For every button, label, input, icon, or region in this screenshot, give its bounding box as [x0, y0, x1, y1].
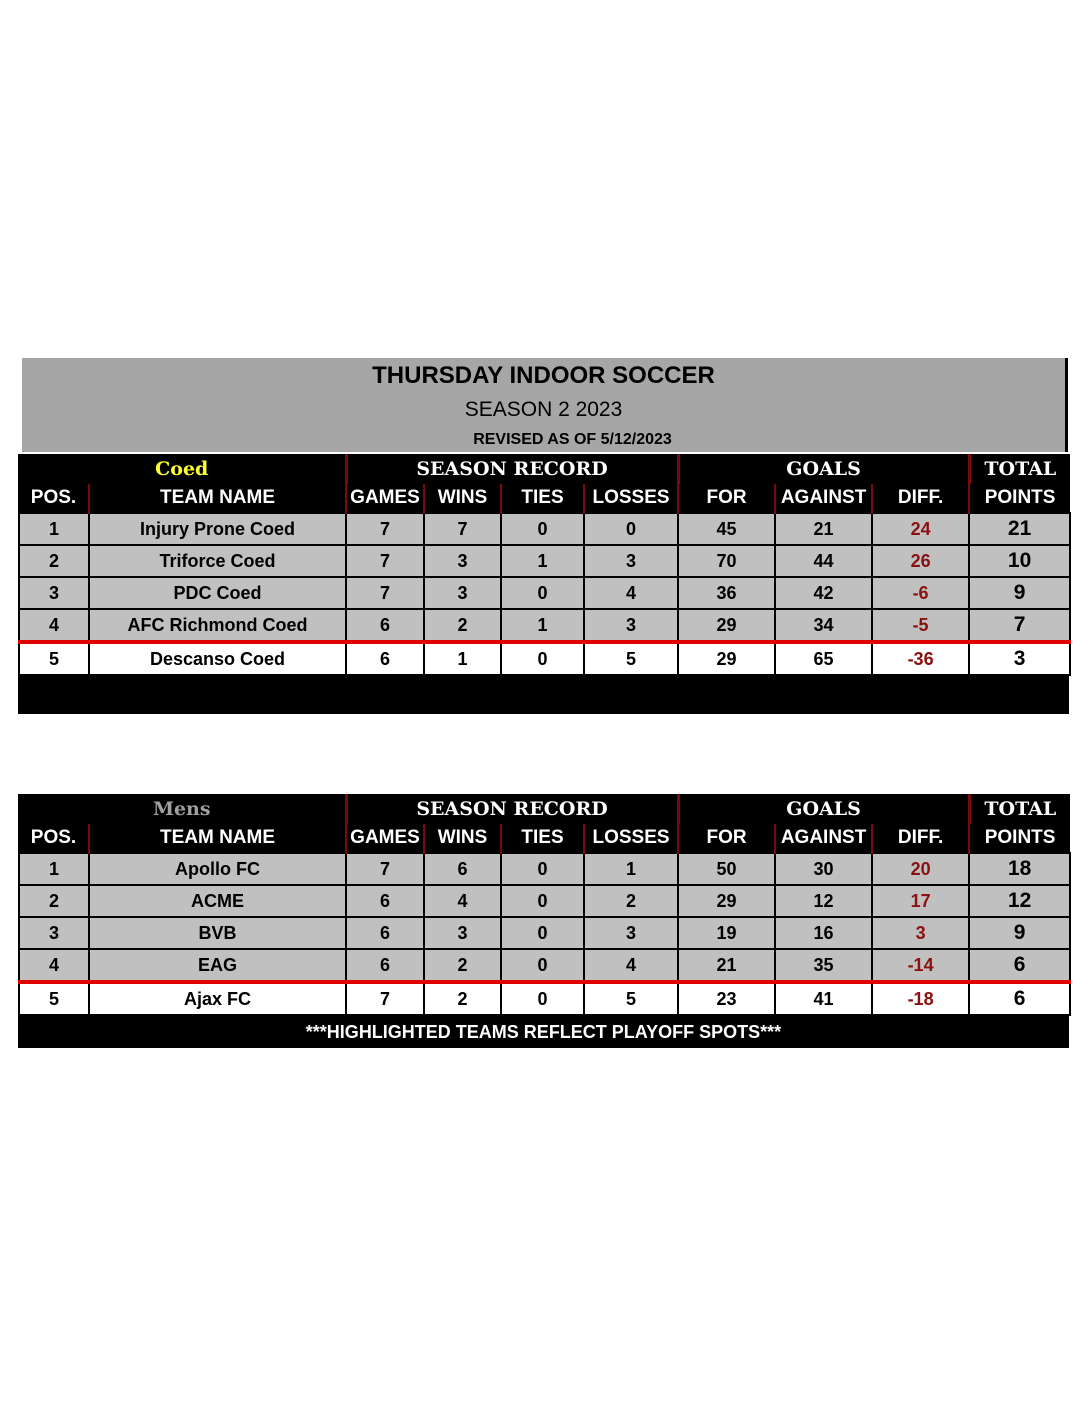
table-row — [19, 917, 1070, 949]
cell-games: 7 — [346, 982, 424, 1015]
cell-pos: 1 — [19, 853, 89, 885]
cell-wins: 6 — [424, 853, 501, 885]
cell-goals-for: 29 — [678, 885, 775, 917]
cell-pos: 4 — [19, 609, 89, 642]
table-row — [19, 577, 1070, 609]
cell-goal-diff: -5 — [872, 609, 969, 642]
cell-points: 10 — [969, 545, 1070, 577]
cell-losses: 4 — [584, 577, 678, 609]
table-row — [19, 982, 1070, 1015]
cell-pos: 5 — [19, 982, 89, 1015]
cell-goals-against: 12 — [775, 885, 872, 917]
coed-standings-table — [18, 454, 1069, 714]
cell-wins: 2 — [424, 982, 501, 1015]
cell-games: 7 — [346, 545, 424, 577]
column-header-games: GAMES — [346, 824, 424, 853]
cell-ties: 1 — [501, 545, 584, 577]
cell-goals-for: 50 — [678, 853, 775, 885]
column-header-team-name: TEAM NAME — [89, 824, 346, 853]
cell-points: 21 — [969, 513, 1070, 545]
cell-ties: 0 — [501, 853, 584, 885]
column-header-ties: TIES — [501, 824, 584, 853]
cell-goal-diff: -14 — [872, 949, 969, 982]
goals-group-header: GOALS — [678, 454, 969, 484]
cell-goals-for: 70 — [678, 545, 775, 577]
column-header-goals-for: FOR — [678, 824, 775, 853]
column-header-games: GAMES — [346, 484, 424, 513]
cell-games: 6 — [346, 949, 424, 982]
cell-points: 18 — [969, 853, 1070, 885]
cell-pos: 3 — [19, 917, 89, 949]
cell-pos: 5 — [19, 642, 89, 675]
cell-team-name: PDC Coed — [89, 577, 346, 609]
cell-ties: 1 — [501, 609, 584, 642]
cell-goals-against: 16 — [775, 917, 872, 949]
cell-games: 6 — [346, 917, 424, 949]
cell-goal-diff: 26 — [872, 545, 969, 577]
title-block — [22, 358, 1068, 452]
coed-division-title: Coed — [19, 454, 346, 484]
cell-games: 7 — [346, 577, 424, 609]
cell-games: 7 — [346, 853, 424, 885]
table-row — [19, 513, 1070, 545]
cell-wins: 3 — [424, 577, 501, 609]
table-row — [19, 609, 1070, 642]
cell-goals-against: 21 — [775, 513, 872, 545]
table-row — [19, 885, 1070, 917]
cell-goals-for: 45 — [678, 513, 775, 545]
table-row — [19, 949, 1070, 982]
cell-goals-against: 41 — [775, 982, 872, 1015]
cell-team-name: Injury Prone Coed — [89, 513, 346, 545]
cell-wins: 7 — [424, 513, 501, 545]
season-label: SEASON 2 2023 — [464, 398, 623, 421]
cell-goal-diff: 24 — [872, 513, 969, 545]
season-record-group-header: SEASON RECORD — [346, 794, 678, 824]
cell-team-name: ACME — [89, 885, 346, 917]
cell-ties: 0 — [501, 885, 584, 917]
cell-ties: 0 — [501, 642, 584, 675]
column-header-goals-against: AGAINST — [775, 824, 872, 853]
playoff-note: ***HIGHLIGHTED TEAMS REFLECT PLAYOFF SPOTS*** — [18, 1016, 1069, 1048]
cell-games: 6 — [346, 642, 424, 675]
page-title: THURSDAY INDOOR SOCCER — [372, 362, 715, 389]
table-row — [19, 853, 1070, 885]
cell-points: 9 — [969, 917, 1070, 949]
cell-goals-for: 21 — [678, 949, 775, 982]
cell-pos: 2 — [19, 885, 89, 917]
cell-ties: 0 — [501, 949, 584, 982]
column-header-goal-diff: DIFF. — [872, 824, 969, 853]
cell-goal-diff: -6 — [872, 577, 969, 609]
cell-team-name: Ajax FC — [89, 982, 346, 1015]
cell-pos: 2 — [19, 545, 89, 577]
cell-ties: 0 — [501, 982, 584, 1015]
column-header-pos: POS. — [19, 824, 89, 853]
cell-points: 6 — [969, 982, 1070, 1015]
cell-goal-diff: 20 — [872, 853, 969, 885]
goals-group-header: GOALS — [678, 794, 969, 824]
cell-pos: 4 — [19, 949, 89, 982]
cell-wins: 4 — [424, 885, 501, 917]
cell-goal-diff: -36 — [872, 642, 969, 675]
column-header-points: POINTS — [969, 484, 1070, 513]
cell-goal-diff: -18 — [872, 982, 969, 1015]
cell-goals-for: 36 — [678, 577, 775, 609]
column-header-losses: LOSSES — [584, 484, 678, 513]
cell-wins: 2 — [424, 609, 501, 642]
total-group-header: TOTAL — [969, 794, 1070, 824]
column-header-team-name: TEAM NAME — [89, 484, 346, 513]
cell-wins: 3 — [424, 545, 501, 577]
cell-games: 6 — [346, 609, 424, 642]
cell-goal-diff: 17 — [872, 885, 969, 917]
table-row — [19, 642, 1070, 675]
cell-goals-for: 23 — [678, 982, 775, 1015]
column-header-losses: LOSSES — [584, 824, 678, 853]
cell-losses: 5 — [584, 642, 678, 675]
cell-points: 7 — [969, 609, 1070, 642]
cell-team-name: AFC Richmond Coed — [89, 609, 346, 642]
cell-games: 7 — [346, 513, 424, 545]
column-header-wins: WINS — [424, 824, 501, 853]
column-header-goal-diff: DIFF. — [872, 484, 969, 513]
cell-team-name: Apollo FC — [89, 853, 346, 885]
cell-pos: 3 — [19, 577, 89, 609]
cell-goals-against: 34 — [775, 609, 872, 642]
cell-team-name: EAG — [89, 949, 346, 982]
column-header-pos: POS. — [19, 484, 89, 513]
cell-wins: 1 — [424, 642, 501, 675]
cell-goals-against: 42 — [775, 577, 872, 609]
cell-losses: 4 — [584, 949, 678, 982]
cell-goals-against: 44 — [775, 545, 872, 577]
cell-pos: 1 — [19, 513, 89, 545]
cell-wins: 2 — [424, 949, 501, 982]
cell-losses: 3 — [584, 609, 678, 642]
cell-losses: 0 — [584, 513, 678, 545]
column-header-ties: TIES — [501, 484, 584, 513]
cell-losses: 3 — [584, 917, 678, 949]
cell-goals-against: 35 — [775, 949, 872, 982]
cell-goals-for: 19 — [678, 917, 775, 949]
cell-goals-for: 29 — [678, 609, 775, 642]
mens-division-title: Mens — [19, 794, 346, 824]
season-record-group-header: SEASON RECORD — [346, 454, 678, 484]
cell-games: 6 — [346, 885, 424, 917]
cell-points: 3 — [969, 642, 1070, 675]
cell-losses: 5 — [584, 982, 678, 1015]
cell-ties: 0 — [501, 513, 584, 545]
cell-points: 9 — [969, 577, 1070, 609]
column-header-goals-for: FOR — [678, 484, 775, 513]
cell-ties: 0 — [501, 917, 584, 949]
revised-date: REVISED AS OF 5/12/2023 — [473, 431, 672, 448]
cell-wins: 3 — [424, 917, 501, 949]
cell-team-name: BVB — [89, 917, 346, 949]
cell-goals-for: 29 — [678, 642, 775, 675]
cell-goal-diff: 3 — [872, 917, 969, 949]
table-row — [19, 545, 1070, 577]
cell-ties: 0 — [501, 577, 584, 609]
column-header-wins: WINS — [424, 484, 501, 513]
cell-goals-against: 65 — [775, 642, 872, 675]
cell-losses: 3 — [584, 545, 678, 577]
coed-footer-bar — [18, 676, 1069, 714]
cell-goals-against: 30 — [775, 853, 872, 885]
cell-points: 12 — [969, 885, 1070, 917]
cell-team-name: Triforce Coed — [89, 545, 346, 577]
cell-losses: 1 — [584, 853, 678, 885]
cell-team-name: Descanso Coed — [89, 642, 346, 675]
total-group-header: TOTAL — [969, 454, 1070, 484]
column-header-points: POINTS — [969, 824, 1070, 853]
cell-points: 6 — [969, 949, 1070, 982]
cell-losses: 2 — [584, 885, 678, 917]
column-header-goals-against: AGAINST — [775, 484, 872, 513]
mens-standings-table — [18, 794, 1069, 1048]
